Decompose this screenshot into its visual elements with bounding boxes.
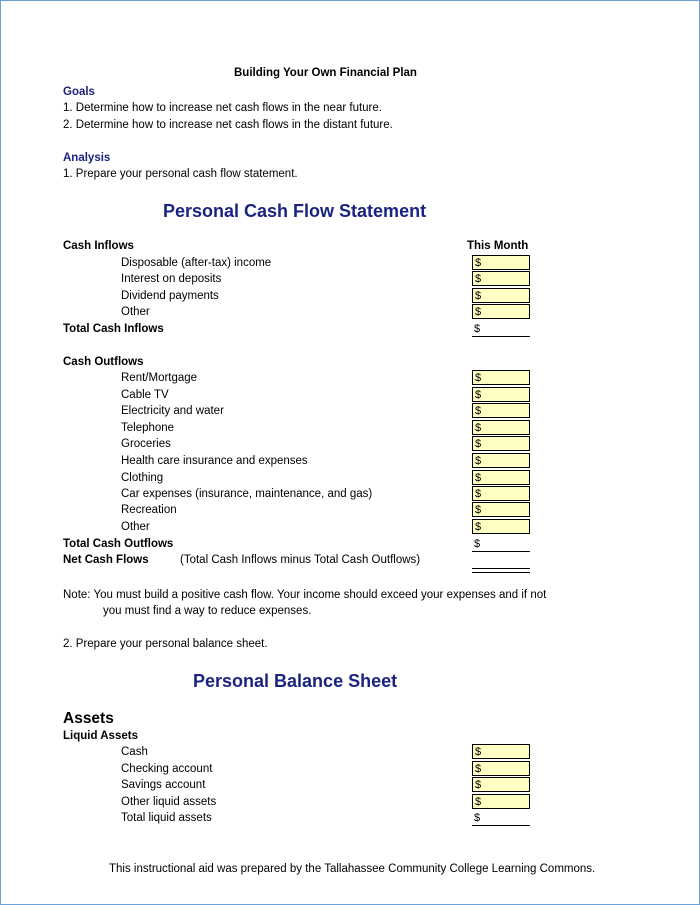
asset-label: Savings account <box>121 779 206 791</box>
note-line-2: you must find a way to reduce expenses. <box>103 605 312 617</box>
asset-label: Checking account <box>121 763 213 775</box>
goals-heading: Goals <box>63 86 95 98</box>
inflow-input-cell[interactable]: $ <box>472 304 530 319</box>
outflow-input-cell[interactable]: $ <box>472 470 530 485</box>
outflow-label: Clothing <box>121 472 164 484</box>
outflow-input-cell[interactable]: $ <box>472 420 530 435</box>
total-inflows-label: Total Cash Inflows <box>63 323 164 335</box>
outflow-label: Health care insurance and expenses <box>121 455 308 467</box>
doc-title: Building Your Own Financial Plan <box>234 67 417 79</box>
inflow-input-cell[interactable]: $ <box>472 271 530 286</box>
asset-input-cell[interactable]: $ <box>472 744 530 759</box>
asset-input-cell[interactable]: $ <box>472 761 530 776</box>
outflow-label: Electricity and water <box>121 405 224 417</box>
outflow-label: Other <box>121 521 150 533</box>
total-liquid-assets-value: $ <box>472 811 530 826</box>
outflow-input-cell[interactable]: $ <box>472 436 530 451</box>
outflow-input-cell[interactable]: $ <box>472 453 530 468</box>
total-inflows-value: $ <box>472 322 530 337</box>
liquid-assets-heading: Liquid Assets <box>63 730 138 742</box>
inflow-label: Other <box>121 306 150 318</box>
net-cash-flows-note: (Total Cash Inflows minus Total Cash Outflows) <box>180 554 421 566</box>
cash-inflows-heading: Cash Inflows <box>63 240 134 252</box>
outflow-input-cell[interactable]: $ <box>472 403 530 418</box>
balance-sheet-title: Personal Balance Sheet <box>193 671 398 691</box>
goal-item-2: 2. Determine how to increase net cash flows in the distant future. <box>63 119 393 131</box>
total-outflows-value: $ <box>472 537 530 552</box>
outflow-label: Cable TV <box>121 389 169 401</box>
total-liquid-assets-label: Total liquid assets <box>121 812 212 824</box>
outflow-label: Car expenses (insurance, maintenance, and gas) <box>121 488 373 500</box>
net-cash-flows-label: Net Cash Flows <box>63 554 149 566</box>
asset-label: Cash <box>121 746 148 758</box>
inflow-label: Disposable (after-tax) income <box>121 257 272 269</box>
cash-outflows-heading: Cash Outflows <box>63 356 144 368</box>
this-month-heading: This Month <box>467 240 529 252</box>
cash-flow-title: Personal Cash Flow Statement <box>163 201 427 221</box>
asset-input-cell[interactable]: $ <box>472 794 530 809</box>
goal-item-1: 1. Determine how to increase net cash flows in the near future. <box>63 102 382 114</box>
footer-credit: This instructional aid was prepared by the Tallahassee Community College Learning Commons. <box>109 863 596 875</box>
step-2: 2. Prepare your personal balance sheet. <box>63 638 268 650</box>
assets-heading: Assets <box>63 710 114 727</box>
inflow-label: Interest on deposits <box>121 273 222 285</box>
outflow-input-cell[interactable]: $ <box>472 387 530 402</box>
outflow-input-cell[interactable]: $ <box>472 486 530 501</box>
outflow-label: Rent/Mortgage <box>121 372 198 384</box>
total-outflows-label: Total Cash Outflows <box>63 538 174 550</box>
inflow-input-cell[interactable]: $ <box>472 288 530 303</box>
outflow-label: Recreation <box>121 504 177 516</box>
analysis-step-1: 1. Prepare your personal cash flow statement. <box>63 168 298 180</box>
outflow-label: Groceries <box>121 438 171 450</box>
outflow-input-cell[interactable]: $ <box>472 370 530 385</box>
note-line-1: Note: You must build a positive cash flow. Your income should exceed your expenses and if not <box>63 589 547 601</box>
inflow-input-cell[interactable]: $ <box>472 255 530 270</box>
inflow-label: Dividend payments <box>121 290 219 302</box>
asset-input-cell[interactable]: $ <box>472 777 530 792</box>
outflow-input-cell[interactable]: $ <box>472 502 530 517</box>
analysis-heading: Analysis <box>63 152 111 164</box>
outflow-input-cell[interactable]: $ <box>472 519 530 534</box>
net-cash-flows-double-rule <box>472 568 530 573</box>
outflow-label: Telephone <box>121 422 175 434</box>
asset-label: Other liquid assets <box>121 796 217 808</box>
